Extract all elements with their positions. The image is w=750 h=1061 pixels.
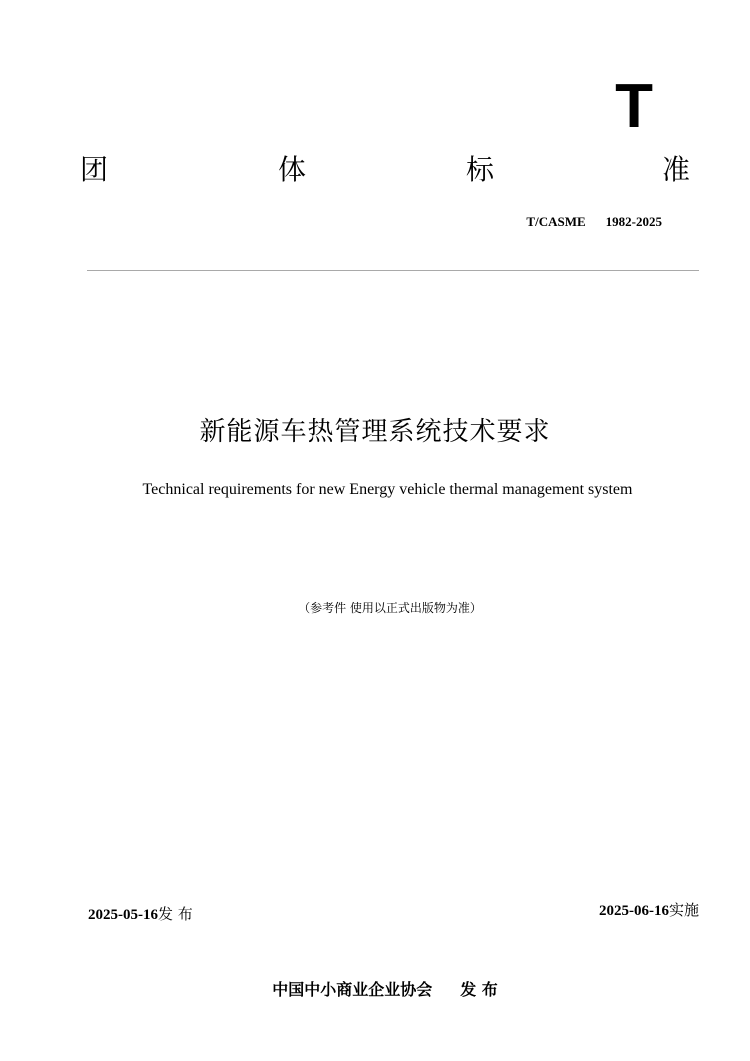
- standard-type-mark: T: [615, 72, 653, 141]
- category-char-4: 准: [661, 153, 690, 186]
- issuer-label: 发 布: [460, 980, 498, 999]
- implement-date: 2025-06-16: [598, 903, 669, 919]
- category-char-1: 团: [79, 153, 108, 186]
- header-divider: [87, 270, 699, 271]
- publish-date-line: [88, 902, 193, 927]
- reference-note: （参考件 使用以正式出版物为准）: [298, 601, 482, 615]
- category-char-2: 体: [277, 153, 306, 186]
- publish-label: 发 布: [158, 905, 193, 923]
- implement-label: 实施: [668, 901, 699, 919]
- category-char-3: 标: [465, 153, 494, 186]
- issuer-name: 中国中小商业企业协会: [272, 980, 433, 999]
- standard-code-number: 1982-2025: [605, 214, 662, 229]
- standard-code-prefix: T/CASME: [526, 214, 586, 229]
- publish-date: 2025-05-16: [88, 907, 158, 923]
- standard-code: [526, 212, 662, 232]
- document-title-en: Technical requirements for new Energy vehicle thermal management system: [142, 481, 633, 498]
- issuer-line: [0, 977, 750, 1003]
- document-title-cn: 新能源车热管理系统技术要求: [199, 417, 551, 447]
- implement-date-line: [599, 898, 699, 923]
